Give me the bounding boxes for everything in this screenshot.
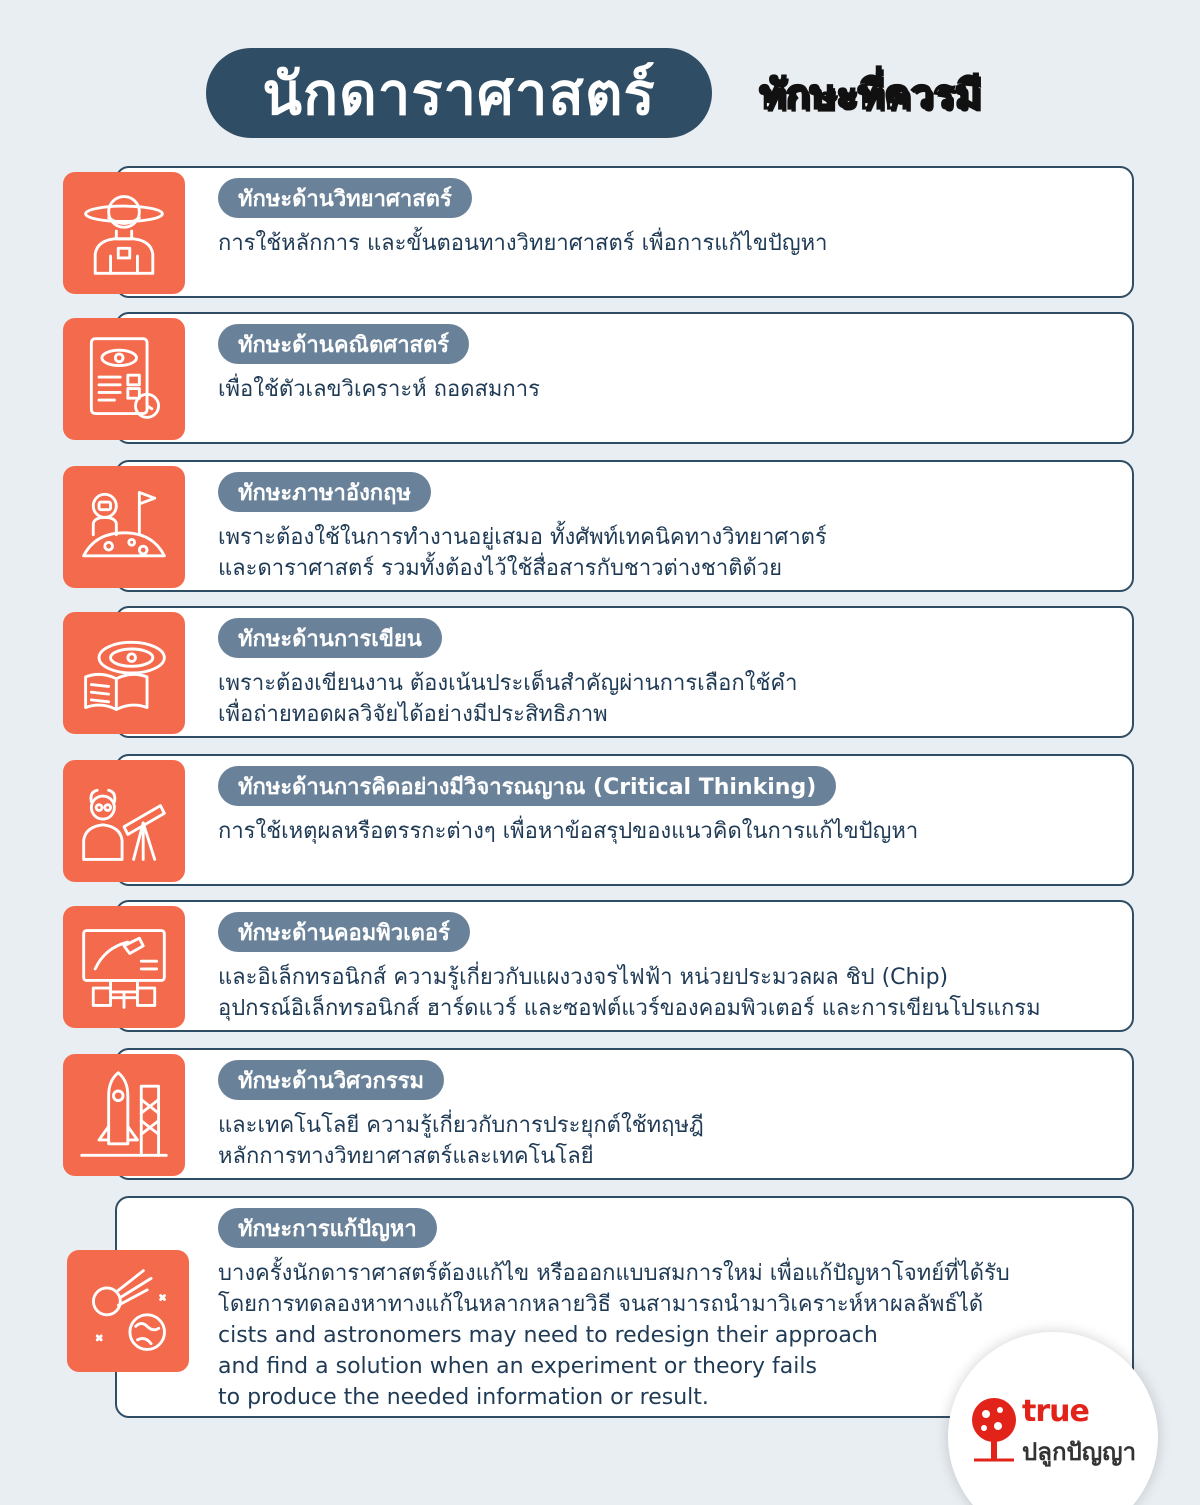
scientist-telescope-icon	[63, 760, 185, 882]
skill-title: ทักษะภาษาอังกฤษ	[218, 472, 431, 512]
skill-title: ทักษะด้านคณิตศาสตร์	[218, 324, 469, 364]
skill-description-line: and find a solution when an experiment or theory fails	[218, 1354, 817, 1379]
open-book-orbit-icon	[63, 612, 185, 734]
skill-description-line: โดยการทดลองหาทางแก้ในหลากหลายวิธี จนสามารถนำมาวิเคราะห์หาผลลัพธ์ได้	[218, 1292, 984, 1317]
skill-description	[218, 1110, 1112, 1172]
skill-description-line: เพราะต้องใช้ในการทำงานอยู่เสมอ ทั้งศัพท์เทคนิคทางวิทยาศาตร์	[218, 525, 827, 550]
skill-description-line: เพราะต้องเขียนงาน ต้องเน้นประเด็นสำคัญผ่านการเลือกใช้คำ	[218, 671, 798, 696]
computer-satellite-icon	[63, 906, 185, 1028]
meteor-planet-icon	[67, 1250, 189, 1372]
skill-card-critical-thinking	[115, 754, 1134, 886]
skill-description-line: cists and astronomers may need to redesign their approach	[218, 1323, 878, 1348]
rocket-launchpad-icon	[63, 1054, 185, 1176]
skill-card-computer	[115, 900, 1134, 1032]
skill-description-line: หลักการทางวิทยาศาสตร์และเทคโนโลยี	[218, 1144, 594, 1169]
skill-card-science	[115, 166, 1134, 298]
skill-description-line: การใช้เหตุผลหรือตรรกะต่างๆ เพื่อหาข้อสรุปของแนวคิดในการแก้ไขปัญหา	[218, 819, 919, 844]
moon-astronaut-flag-icon	[63, 466, 185, 588]
skill-description-line: และอิเล็กทรอนิกส์ ความรู้เกี่ยวกับแผงวงจรไฟฟ้า หน่วยประมวลผล ชิป (Chip)	[218, 965, 949, 990]
skill-title: ทักษะด้านการคิดอย่างมีวิจารณญาณ (Critical Thinking)	[218, 766, 836, 806]
skill-description-line: อุปกรณ์อิเล็กทรอนิกส์ ฮาร์ดแวร์ และซอฟต์แวร์ของคอมพิวเตอร์ และการเขียนโปรแกรม	[218, 996, 1041, 1021]
skill-description	[218, 816, 1112, 847]
skill-description-line: เพื่อถ่ายทอดผลวิจัยได้อย่างมีประสิทธิภาพ	[218, 702, 608, 727]
skill-description-line: การใช้หลักการ และขั้นตอนทางวิทยาศาสตร์ เพื่อการแก้ไขปัญหา	[218, 231, 828, 256]
skill-card-writing	[115, 606, 1134, 738]
skill-description-line: to produce the needed information or result.	[218, 1385, 709, 1410]
skill-description	[218, 668, 1112, 730]
skill-description	[218, 522, 1112, 584]
skill-title: ทักษะด้านคอมพิวเตอร์	[218, 912, 470, 952]
skill-description-line: และเทคโนโลยี ความรู้เกี่ยวกับการประยุกต์ใช้ทฤษฎี	[218, 1113, 704, 1138]
logo-sub-text: ปลูกปัญญา	[1022, 1438, 1137, 1466]
page-title: นักดาราศาสตร์	[206, 48, 712, 138]
document-orbit-icon	[63, 318, 185, 440]
logo-brand-text: true	[1022, 1394, 1089, 1429]
skill-title: ทักษะด้านวิทยาศาสตร์	[218, 178, 472, 218]
skill-description-line: บางครั้งนักดาราศาสตร์ต้องแก้ไข หรือออกแบบสมการใหม่ เพื่อแก้ปัญหาโจทย์ที่ได้รับ	[218, 1261, 1010, 1286]
astronaut-icon	[63, 172, 185, 294]
skill-title: ทักษะการแก้ปัญหา	[218, 1208, 437, 1248]
skill-description	[218, 962, 1112, 1024]
header	[0, 48, 1200, 138]
tree-logo-icon	[964, 1394, 1024, 1464]
skill-title: ทักษะด้านการเขียน	[218, 618, 442, 658]
skill-card-engineering	[115, 1048, 1134, 1180]
skill-card-english	[115, 460, 1134, 592]
skill-description	[218, 374, 1112, 405]
skill-description	[218, 228, 1112, 259]
page-subtitle: ทักษะที่ควรมี	[759, 72, 981, 118]
skill-card-math	[115, 312, 1134, 444]
skill-description-line: เพื่อใช้ตัวเลขวิเคราะห์ ถอดสมการ	[218, 377, 540, 402]
skill-title: ทักษะด้านวิศวกรรม	[218, 1060, 444, 1100]
skill-description-line: และดาราศาสตร์ รวมทั้งต้องไว้ใช้สื่อสารกับชาวต่างชาติด้วย	[218, 556, 783, 581]
